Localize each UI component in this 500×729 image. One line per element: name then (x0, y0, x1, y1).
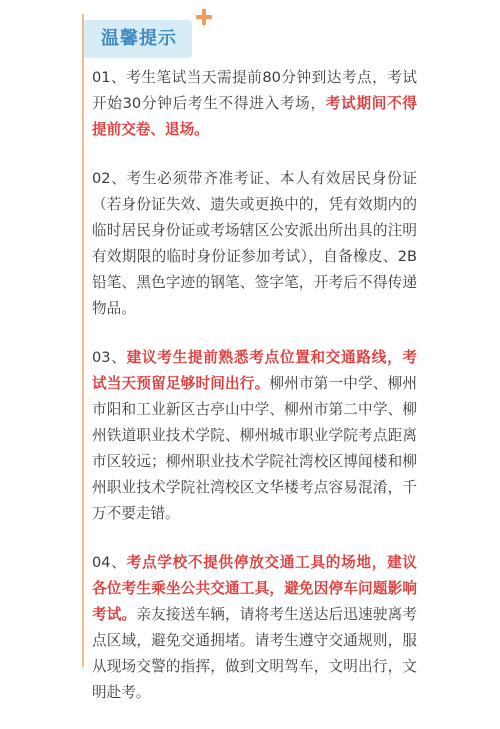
tip-item-3 (92, 345, 417, 527)
section-title: 温馨提示 (101, 28, 177, 49)
tip-emphasis: 考点学校不提供停放交通工具的场地，建议各位考生乘坐公共交通工具，避免因停车问题影响考试。 (92, 554, 417, 623)
header-tag (84, 20, 192, 58)
tip-text: 02、考生必须带齐准考证、本人有效居民身份证（若身份证失效、遗失或更换中的，凭有效期内的临时居民身份证或考场辖区公安派出所出具的注明有效期限的临时身份证参加考试），自备橡皮、2B铅笔、黑色字迹的钢笔、签字笔，开考后不得传递物品。 (92, 170, 417, 317)
tips-content (92, 65, 417, 729)
tip-text: 03、 (92, 349, 127, 366)
tip-emphasis: 建议考生提前熟悉考点位置和交通路线，考试当天预留足够时间出行。 (92, 349, 417, 392)
tip-item-1 (92, 65, 417, 143)
tip-item-4 (92, 550, 417, 706)
tip-text: 01、考生笔试当天需提前80分钟到达考点，考试开始30分钟后考生不得进入考场， (92, 69, 417, 112)
tip-item-2 (92, 166, 417, 322)
tip-text: 亲友接送车辆，请将考生送达后迅速驶离考点区域，避免交通拥堵。请考生遵守交通规则，服从现场交警的指挥，做到文明驾车，文明出行，文明赴考。 (92, 606, 417, 701)
tip-text: 04、 (92, 554, 127, 571)
accent-border (82, 14, 84, 667)
tip-text: 柳州市第一中学、柳州市阳和工业新区古亭山中学、柳州市第二中学、柳州铁道职业技术学院、柳州城市职业学院考点距离市区较远；柳州职业技术学院社湾校区博闻楼和柳州职业技术学院社湾校区文华楼考点容易混淆，千万不要走错。 (92, 375, 417, 522)
plus-icon (196, 9, 212, 25)
tip-emphasis: 考试期间不得提前交卷、退场。 (92, 95, 417, 138)
